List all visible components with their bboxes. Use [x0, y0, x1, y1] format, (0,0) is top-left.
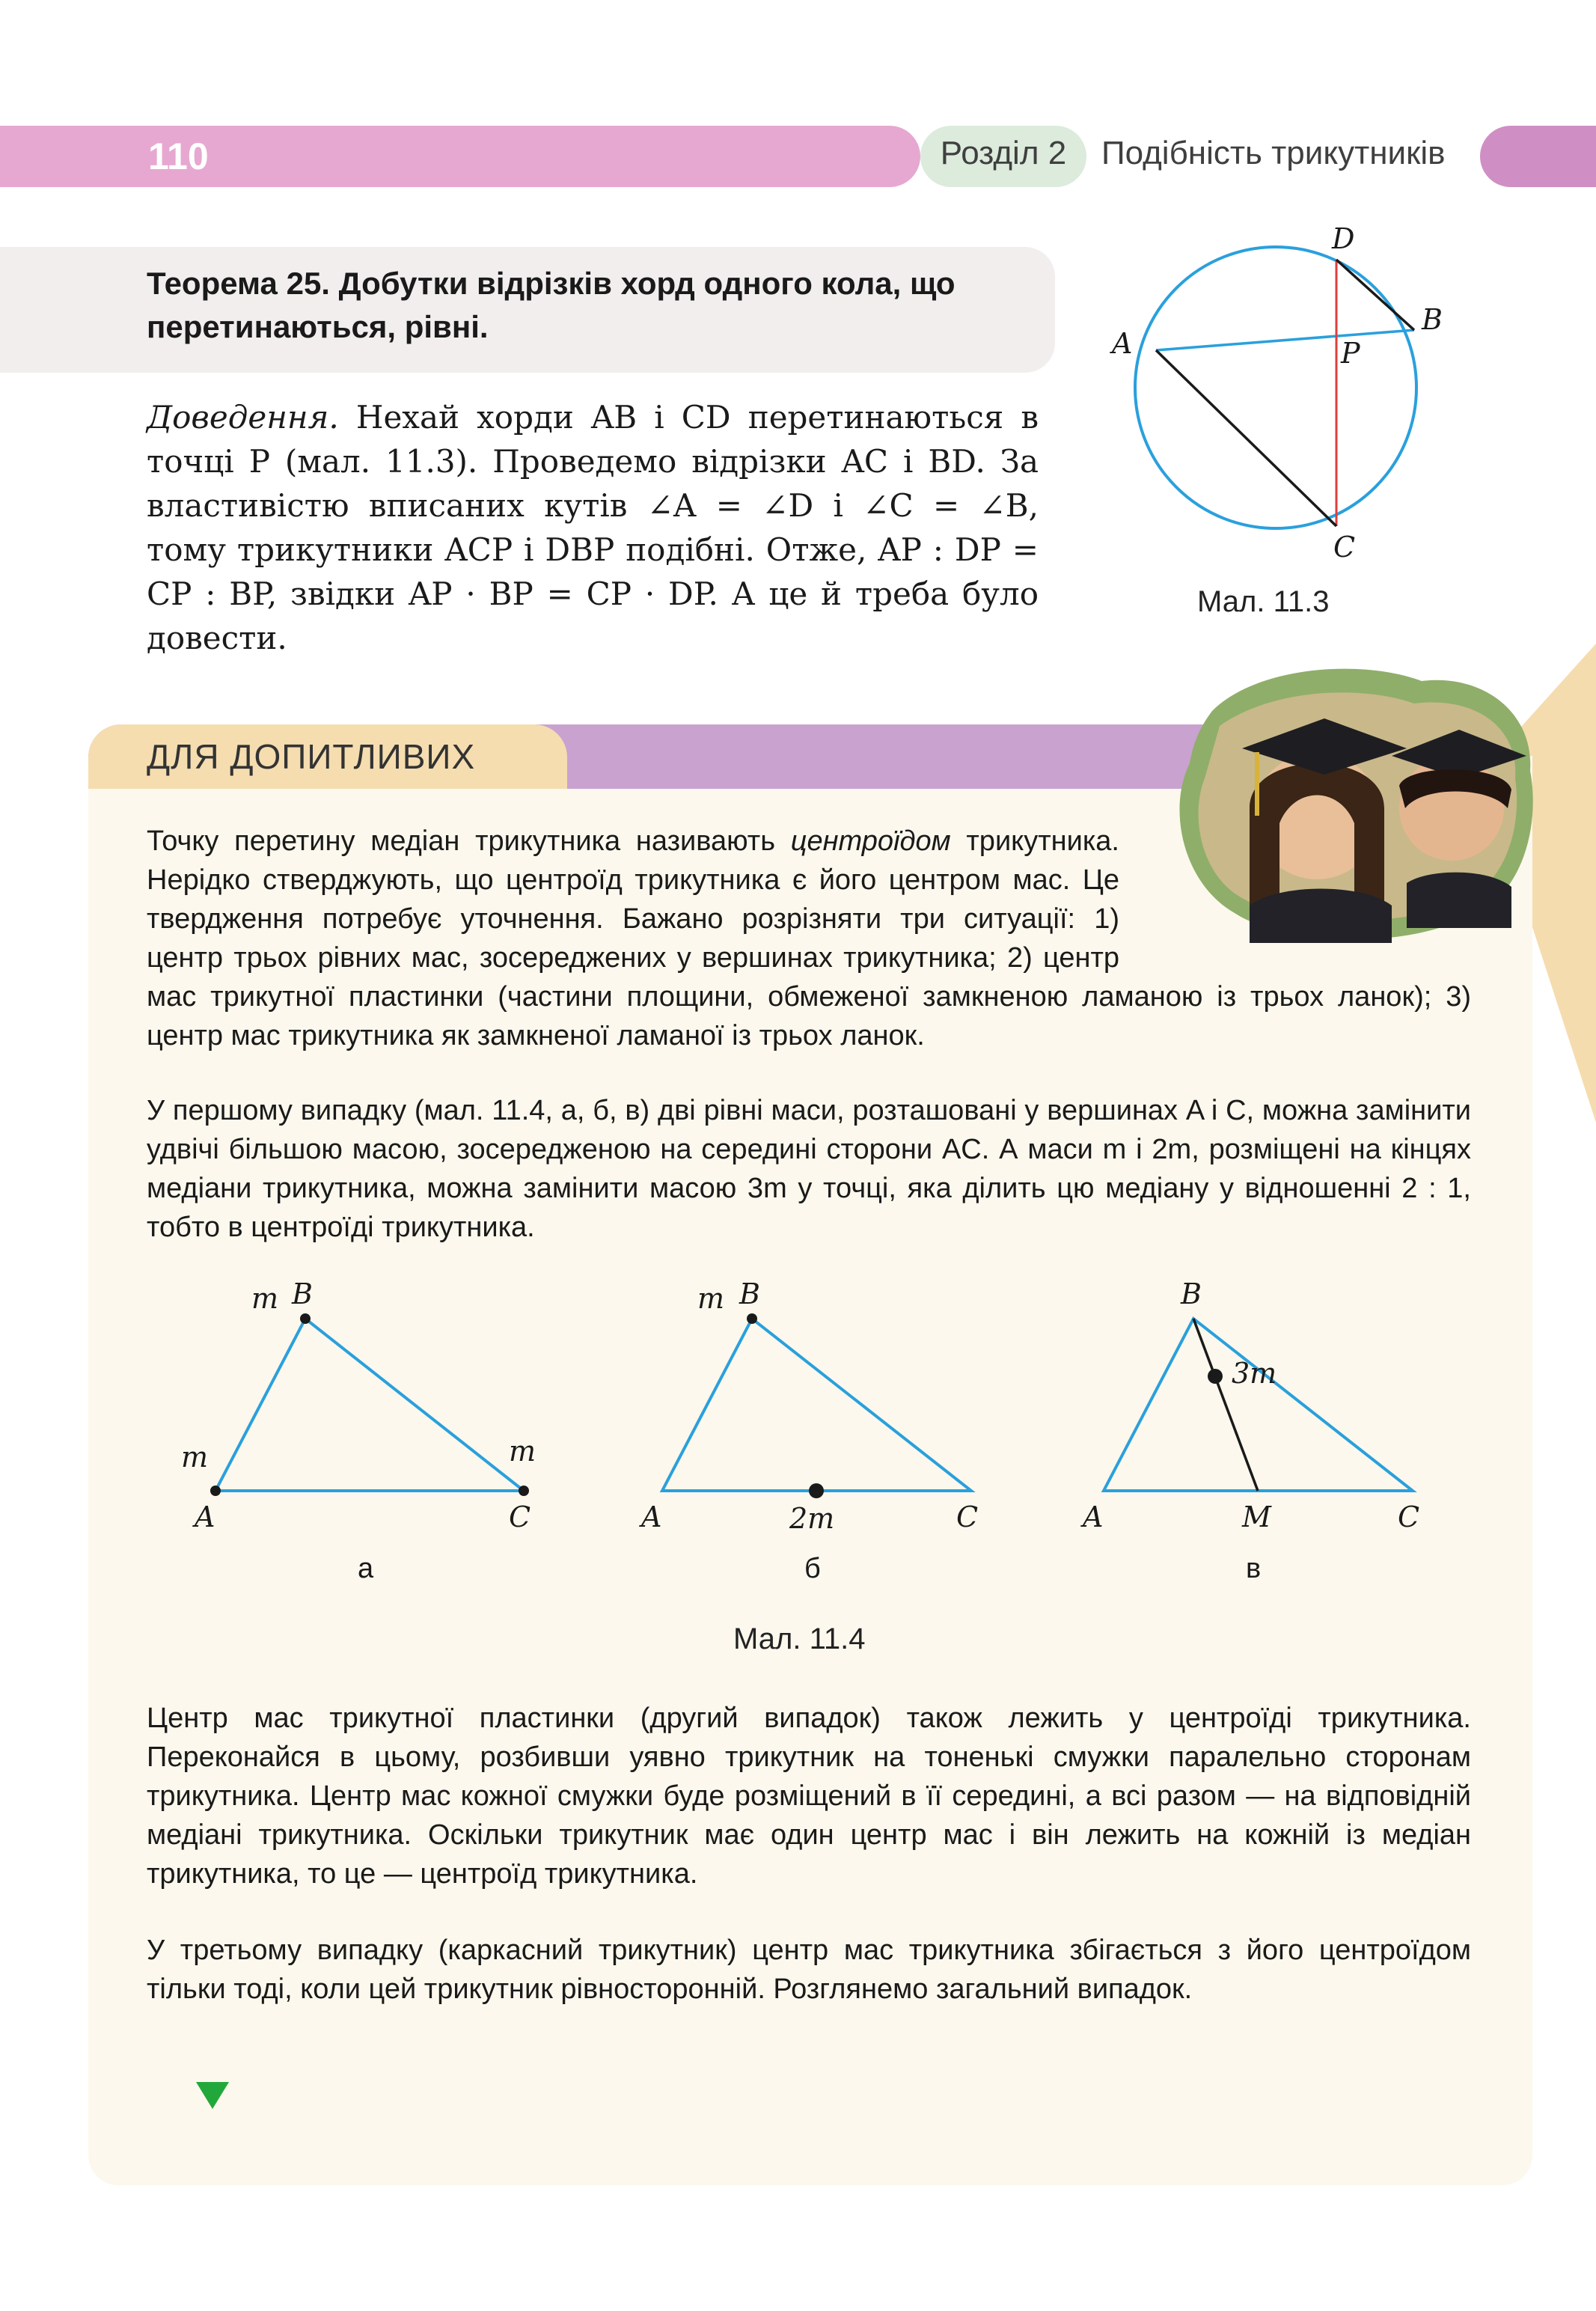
curious-paragraph-3: Центр мас трикутної пластинки (другий випадок) також лежить у центроїді трикутника. Переконайся в цьому, розбивши уявно трикутник на тоненькі смужки паралельно сторонам трикутника. Центр мас кожної смужки буде розміщений в її середині, а всі разом — на відповідній медіані трикутника. Оскільки трикутник має один центр мас і він лежить на кожній із медіан трикутника, то це — центроїд трикутника.	[147, 1703, 1471, 1890]
proof-lead: Доведення.	[147, 399, 339, 436]
figure-circle-chords	[1092, 217, 1452, 576]
p1-emphasis: центроїдом	[790, 825, 951, 857]
chord-ab	[1156, 330, 1414, 350]
chapter-title: Подібність трикутників	[1101, 135, 1446, 171]
circle	[1135, 247, 1416, 528]
tri-a-label-c: C	[509, 1501, 531, 1533]
tri-a-label-b: B	[292, 1277, 313, 1310]
triangle-c	[1080, 1277, 1419, 1584]
label-p: P	[1341, 337, 1360, 370]
tri-a-mass-a: m	[181, 1441, 209, 1474]
page-number: 110	[148, 135, 209, 177]
section-end-triangle-icon	[196, 2082, 229, 2112]
tri-c-label-b: B	[1181, 1277, 1202, 1310]
theorem-text: Теорема 25. Добутки відрізків хорд одного кола, що перетинаються, рівні.	[147, 266, 956, 344]
tri-a-label-a: A	[195, 1501, 215, 1533]
tri-c-sub: в	[1246, 1553, 1262, 1584]
label-c: C	[1333, 531, 1356, 564]
label-a: A	[1112, 327, 1133, 360]
tri-b-mass-ac: 2m	[789, 1502, 835, 1535]
chapter-label: Розділ 2	[940, 135, 1067, 171]
proof-paragraph	[147, 395, 1039, 660]
tri-b-label-b: B	[739, 1277, 760, 1310]
triangle-b	[639, 1277, 978, 1584]
tri-b-mass-b: m	[697, 1282, 725, 1315]
figure-caption-11-3: Мал. 11.3	[1197, 585, 1330, 618]
curious-title: ДЛЯ ДОПИТЛИВИХ	[147, 737, 476, 776]
tri-b-label-c: C	[956, 1501, 979, 1533]
label-b: B	[1422, 303, 1443, 336]
tri-a-mass-c: m	[509, 1435, 536, 1468]
tri-c-label-m: M	[1242, 1501, 1271, 1533]
label-d: D	[1332, 222, 1355, 255]
header-bar	[0, 126, 920, 187]
curious-paragraph-1	[147, 822, 1471, 1055]
tri-c-label-a: A	[1083, 1501, 1104, 1533]
tri-b-label-a: A	[641, 1501, 662, 1533]
tri-a-mass-b: m	[251, 1282, 279, 1315]
p1-text-a: Точку перетину медіан трикутника називають	[147, 825, 791, 857]
curious-paragraph-4: У третьому випадку (каркасний трикутник) центр мас трикутника збігається з його центроїдом тільки тоді, коли цей трикутник рівносторонній. Розглянемо загальний випадок.	[147, 1935, 1471, 2005]
proof-text: Нехай хорди AB і CD перетинаються в точці P (мал. 11.3). Проведемо відрізки AC і BD. За властивістю вписаних кутів ∠A = ∠D і ∠C = ∠B, тому трикутники ACP і DBP подібні. Отже, AP : DP = CP : BP, звідки AP · BP = CP · DP. А це й треба було довести.	[147, 399, 1039, 656]
tri-c-label-c: C	[1398, 1501, 1420, 1533]
tri-a-sub: а	[358, 1553, 374, 1584]
segment-ac	[1156, 350, 1336, 526]
p1-text-b: трикутника. Нерідко стверджують, що центроїд трикутника є його центром мас. Це твердження потребує уточнення. Бажано розрізняти три ситуації: 1) центр трьох рівних мас, зосереджених у вершинах трикутника; 2) центр мас трикутної пластинки (частини площини, обмеженої замкненою ламаною із трьох ланок); 3) центр мас трикутника як замкненої ламаної із трьох ланок.	[147, 825, 1471, 1051]
tri-c-mass-3m: 3m	[1232, 1357, 1277, 1390]
triangle-a	[181, 1277, 536, 1584]
curious-paragraph-2: У першому випадку (мал. 11.4, а, б, в) дві рівні маси, розташовані у вершинах A і C, можна замінити удвічі більшою масою, зосередженою на середині сторони AC. А маси m і 2m, розміщені на кінцях медіани трикутника, можна замінити масою 3m у точці, яка ділить цю медіану у відношенні 2 : 1, тобто в центроїді трикутника.	[147, 1095, 1471, 1243]
segment-bd	[1336, 260, 1414, 330]
figure-caption-11-4: Мал. 11.4	[733, 1622, 866, 1655]
tri-b-sub: б	[804, 1553, 821, 1584]
figure-triangles-masses	[120, 1265, 1482, 1602]
header-tail	[1480, 126, 1596, 187]
